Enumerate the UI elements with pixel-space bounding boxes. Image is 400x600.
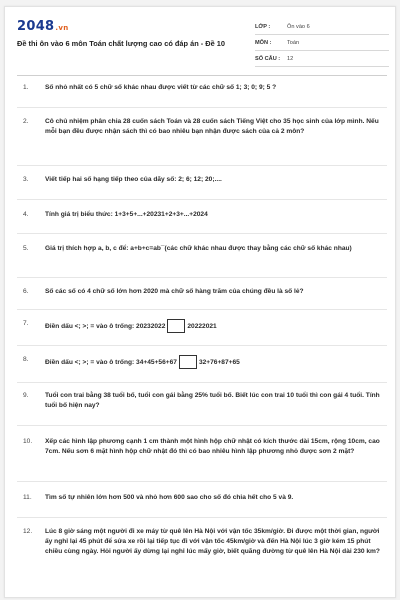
question-number: 1.: [23, 84, 29, 91]
question-number: 2.: [23, 118, 29, 125]
question-text: Điền dấu <; >; = vào ô trống: 20232022: [45, 322, 166, 330]
logo-suffix: .vn: [55, 24, 69, 32]
answer-box[interactable]: [167, 319, 185, 333]
question-number: 10.: [23, 438, 33, 445]
question-divider: [17, 345, 387, 346]
question-12: [23, 527, 383, 557]
question-text: Xếp các hình lập phương cạnh 1 cm thành một hình hộp chữ nhật có kích thước dài 15cm, rộng 10cm, cao 7cm. Nếu sơn 6 mặt hình hộp chữ nhật đó thì có bao nhiêu hình lập phương nhỏ được sơn 2 mặt?: [45, 438, 380, 455]
question-text: Tính giá trị biểu thức: 1+3+5+...+20231+2+3+...+2024: [45, 211, 208, 218]
question-divider: [17, 277, 387, 278]
question-text: Tìm số tự nhiên lớn hơn 500 và nhỏ hơn 600 sao cho số đó chia hết cho 5 và 9.: [45, 494, 294, 501]
question-3: [23, 175, 383, 185]
question-text: Điền dấu <; >; = vào ô trống: 34+45+56+67: [45, 358, 177, 366]
question-number: 5.: [23, 245, 29, 252]
question-divider: [17, 107, 387, 108]
question-4: [23, 210, 383, 220]
question-divider: [17, 165, 387, 166]
question-10: [23, 437, 383, 457]
question-number: 11.: [23, 494, 32, 501]
question-7: [23, 319, 383, 333]
question-number: 7.: [23, 320, 29, 327]
question-text: Cô chủ nhiệm phân chia 28 cuốn sách Toán và 28 cuốn sách Tiếng Việt cho 35 học sinh của lớp mình. Nếu mỗi bạn đều được nhận sách thì có bao nhiêu bạn nhận được sách của cả 2 môn?: [45, 118, 379, 135]
meta-label-class: LỚP :: [255, 23, 271, 30]
question-divider: [17, 199, 387, 200]
question-text: Tuổi con trai bằng 38 tuổi bố, tuổi con gái bằng 25% tuổi bố. Biết lúc con trai 10 tuổi thì con gái 4 tuổi. Tính tuổi bố hiện nay?: [45, 392, 380, 409]
logo-main: 2048: [17, 19, 55, 34]
question-1: [23, 83, 383, 93]
meta-label-count: SỐ CÂU :: [255, 55, 281, 62]
question-text: Giá trị thích hợp a, b, c để: a+b+c=ab¯(các chữ khác nhau được thay bằng các chữ số khác nhau): [45, 245, 352, 252]
question-divider: [17, 517, 387, 518]
meta-value-count: 12: [287, 55, 294, 62]
question-number: 9.: [23, 392, 29, 399]
question-5: [23, 244, 383, 254]
exam-header: [17, 17, 387, 75]
comparison-value: 32+76+87+65: [198, 358, 240, 366]
question-11: [23, 493, 383, 503]
question-divider: [17, 382, 387, 383]
question-text: Số nhỏ nhất có 5 chữ số khác nhau được viết từ các chữ số 1; 3; 0; 9; 5 ?: [45, 84, 277, 91]
question-number: 12.: [23, 528, 33, 535]
meta-row-subject: [255, 35, 389, 51]
question-8: [23, 355, 383, 369]
meta-value-subject: Toán: [287, 39, 300, 46]
meta-row-class: [255, 19, 389, 35]
question-6: [23, 287, 383, 297]
meta-value-class: Ôn vào 6: [287, 23, 310, 30]
header-divider: [17, 75, 387, 76]
exam-title: Đề thi ôn vào 6 môn Toán chất lượng cao có đáp án - Đề 10: [17, 39, 225, 48]
question-text: Viết tiếp hai số hạng tiếp theo của dãy số: 2; 6; 12; 20;....: [45, 176, 222, 183]
answer-box[interactable]: [179, 355, 197, 369]
question-2: [23, 117, 383, 137]
comparison-value: 20222021: [187, 322, 217, 330]
site-logo[interactable]: [17, 19, 69, 34]
question-divider: [17, 233, 387, 234]
question-text: Số các số có 4 chữ số lớn hơn 2020 mà chữ số hàng trăm của chúng đều là số lẻ?: [45, 288, 304, 295]
question-number: 6.: [23, 288, 29, 295]
exam-sheet: [4, 6, 396, 598]
exam-meta: [255, 19, 389, 67]
question-divider: [17, 425, 387, 426]
question-number: 4.: [23, 211, 29, 218]
question-text: Lúc 8 giờ sáng một người đi xe máy từ quê lên Hà Nội với vận tốc 35km/giờ. Đi được một thời gian, người ấy nghỉ lại 45 phút để sửa xe rồi lại tiếp tục đi với vận tốc 45km/giờ và đến Hà Nội lúc 3 giờ kém 15 phút chiều cùng ngày. Hỏi người ấy dừng lại nghỉ lúc mấy giờ, biết quãng đường từ quê lên Hà Nội dài 230 km?: [45, 528, 380, 555]
question-9: [23, 391, 383, 411]
question-number: 3.: [23, 176, 29, 183]
meta-label-subject: MÔN :: [255, 39, 272, 46]
meta-row-count: [255, 51, 389, 67]
question-number: 8.: [23, 356, 29, 363]
question-divider: [17, 481, 387, 482]
question-divider: [17, 309, 387, 310]
